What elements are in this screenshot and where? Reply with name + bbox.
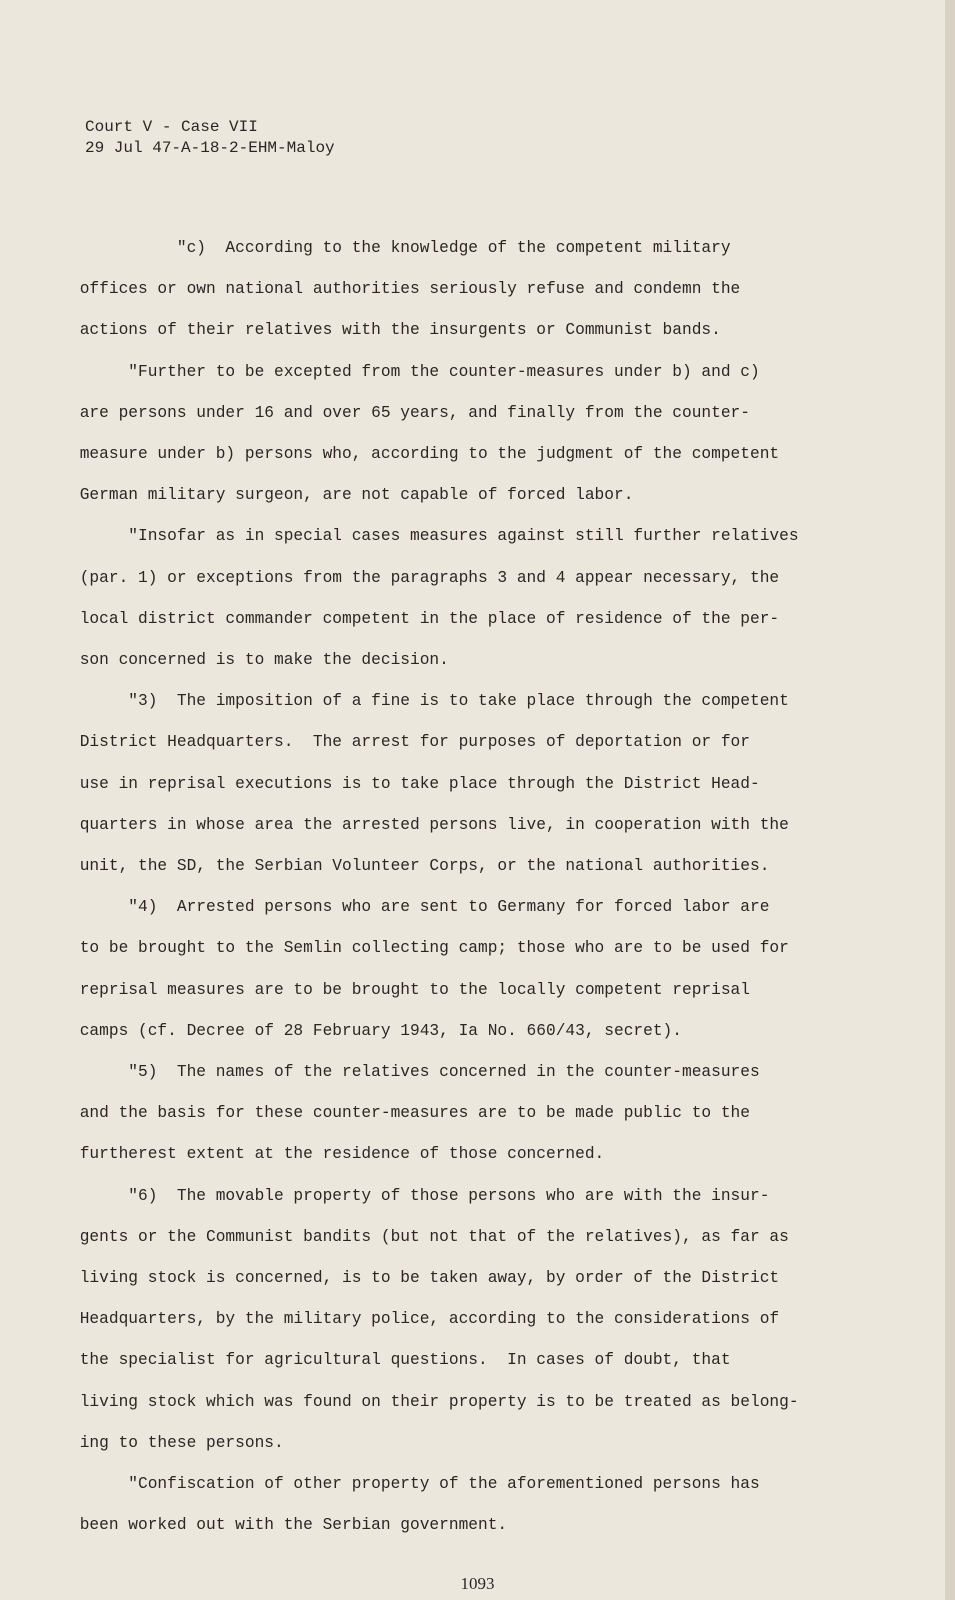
case-header-court: Court V - Case VII	[85, 118, 258, 136]
text-line: to be brought to the Semlin collecting camp; those who are to be used for	[70, 939, 789, 958]
text-line: quarters in whose area the arrested persons live, in cooperation with the	[70, 815, 789, 834]
text-line: living stock is concerned, is to be taken away, by order of the District	[70, 1269, 780, 1288]
text-line: "5) The names of the relatives concerned in the counter-measures	[70, 1063, 760, 1082]
text-line: local district commander competent in the place of residence of the per-	[70, 609, 780, 628]
text-line: measure under b) persons who, according to the judgment of the competent	[70, 445, 780, 464]
text-line: "4) Arrested persons who are sent to Germany for forced labor are	[70, 898, 770, 917]
text-line: gents or the Communist bandits (but not that of the relatives), as far as	[70, 1227, 789, 1246]
text-line: (par. 1) or exceptions from the paragraphs 3 and 4 appear necessary, the	[70, 568, 780, 587]
text-line: and the basis for these counter-measures are to be made public to the	[70, 1104, 750, 1123]
case-header-date-code: 29 Jul 47-A-18-2-EHM-Maloy	[85, 139, 335, 157]
text-line: "6) The movable property of those persons who are with the insur-	[70, 1186, 770, 1205]
text-line: offices or own national authorities seriously refuse and condemn the	[70, 280, 741, 299]
text-line: Headquarters, by the military police, according to the considerations of	[70, 1310, 780, 1329]
text-line: "Further to be excepted from the counter-measures under b) and c)	[70, 362, 760, 381]
text-line: actions of their relatives with the insurgents or Communist bands.	[70, 321, 721, 340]
text-line: been worked out with the Serbian government.	[70, 1516, 508, 1535]
text-line: "Confiscation of other property of the aforementioned persons has	[70, 1475, 760, 1494]
text-line: are persons under 16 and over 65 years, and finally from the counter-	[70, 403, 750, 422]
text-line: District Headquarters. The arrest for purposes of deportation or for	[70, 733, 750, 752]
text-line: German military surgeon, are not capable of forced labor.	[70, 486, 634, 505]
text-line: "3) The imposition of a fine is to take place through the competent	[70, 692, 789, 711]
text-line: living stock which was found on their property is to be treated as belong-	[70, 1392, 799, 1411]
text-line: son concerned is to make the decision.	[70, 651, 449, 670]
text-line: the specialist for agricultural questions. In cases of doubt, that	[70, 1351, 731, 1370]
text-line: "c) According to the knowledge of the competent military	[70, 239, 731, 257]
text-line: unit, the SD, the Serbian Volunteer Corps, or the national authorities.	[70, 857, 770, 876]
text-line: camps (cf. Decree of 28 February 1943, Ia No. 660/43, secret).	[70, 1021, 682, 1040]
text-line: reprisal measures are to be brought to the locally competent reprisal	[70, 980, 750, 999]
page-number: 1093	[460, 1574, 495, 1593]
text-line: use in reprisal executions is to take place through the District Head-	[70, 774, 760, 793]
text-line: ing to these persons.	[70, 1433, 284, 1452]
document-body	[70, 228, 860, 1547]
text-line: furtherest extent at the residence of those concerned.	[70, 1145, 605, 1164]
text-line: "Insofar as in special cases measures against still further relatives	[70, 527, 799, 546]
case-header	[85, 117, 335, 159]
